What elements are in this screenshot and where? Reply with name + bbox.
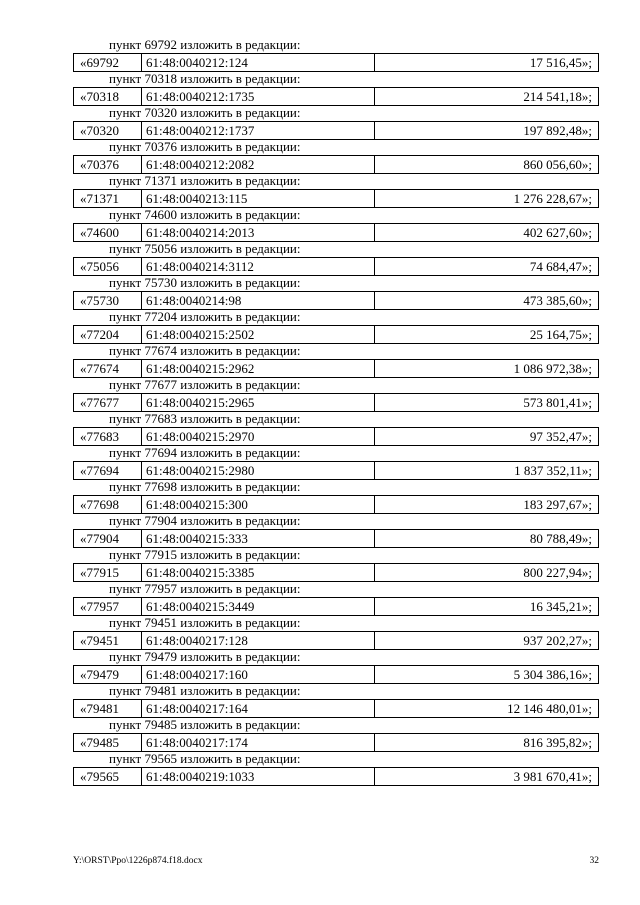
table-row [73, 529, 599, 549]
value-cell: 1 276 228,67»; [513, 190, 592, 206]
value-cell: 800 227,94»; [523, 564, 592, 580]
cadastral-number-cell: 61:48:0040217:164 [142, 700, 375, 718]
amendment-entry [73, 446, 599, 480]
table-row [73, 427, 599, 447]
table-row [73, 631, 599, 651]
amendment-entry [73, 514, 599, 548]
amendment-entry [73, 480, 599, 514]
amendment-entry [73, 38, 599, 72]
entry-heading: пункт 77957 изложить в редакции: [109, 581, 301, 596]
value-cell: 937 202,27»; [523, 632, 592, 648]
cadastral-number-cell: 61:48:0040215:3385 [142, 564, 375, 582]
amendment-entry [73, 174, 599, 208]
amendment-entry [73, 140, 599, 174]
entry-number-cell: «77674 [74, 360, 142, 378]
cadastral-number-cell: 61:48:0040213:115 [142, 190, 375, 208]
entry-heading: пункт 77915 изложить в редакции: [109, 547, 301, 562]
entry-number-cell: «74600 [74, 224, 142, 242]
amendment-entry [73, 310, 599, 344]
amendment-entry [73, 582, 599, 616]
cadastral-number-cell: 61:48:0040215:2962 [142, 360, 375, 378]
cadastral-number-cell: 61:48:0040215:333 [142, 530, 375, 548]
entry-heading: пункт 70320 изложить в редакции: [109, 105, 301, 120]
value-cell: 80 788,49»; [529, 530, 592, 546]
amendment-entry [73, 684, 599, 718]
value-cell: 25 164,75»; [529, 326, 592, 342]
cadastral-number-cell: 61:48:0040217:128 [142, 632, 375, 650]
table-row [73, 155, 599, 175]
amendment-entry [73, 72, 599, 106]
table-row [73, 223, 599, 243]
table-row [73, 665, 599, 685]
amendment-entry [73, 616, 599, 650]
value-cell: 12 146 480,01»; [507, 700, 592, 716]
document-body [73, 38, 599, 786]
cadastral-number-cell: 61:48:0040212:1737 [142, 122, 375, 140]
entry-heading: пункт 70376 изложить в редакции: [109, 139, 301, 154]
entry-heading: пункт 77677 изложить в редакции: [109, 377, 301, 392]
entry-heading: пункт 71371 изложить в редакции: [109, 173, 301, 188]
page-number: 32 [589, 856, 599, 866]
value-cell: 860 056,60»; [523, 156, 592, 172]
value-cell: 3 981 670,41»; [513, 768, 592, 784]
amendment-entry [73, 412, 599, 446]
entry-number-cell: «70376 [74, 156, 142, 174]
value-cell: 573 801,41»; [523, 394, 592, 410]
cadastral-number-cell: 61:48:0040214:98 [142, 292, 375, 310]
table-row [73, 121, 599, 141]
table-row [73, 291, 599, 311]
amendment-entry [73, 718, 599, 752]
entry-heading: пункт 79451 изложить в редакции: [109, 615, 301, 630]
entry-number-cell: «75056 [74, 258, 142, 276]
value-cell: 473 385,60»; [523, 292, 592, 308]
entry-number-cell: «69792 [74, 54, 142, 72]
entry-number-cell: «71371 [74, 190, 142, 208]
value-cell: 74 684,47»; [529, 258, 592, 274]
entry-heading: пункт 70318 изложить в редакции: [109, 71, 301, 86]
table-row [73, 461, 599, 481]
table-row [73, 733, 599, 753]
table-row [73, 189, 599, 209]
cadastral-number-cell: 61:48:0040215:2980 [142, 462, 375, 480]
entry-number-cell: «77915 [74, 564, 142, 582]
entry-number-cell: «79479 [74, 666, 142, 684]
cadastral-number-cell: 61:48:0040217:174 [142, 734, 375, 752]
entry-number-cell: «77677 [74, 394, 142, 412]
entry-number-cell: «79485 [74, 734, 142, 752]
entry-heading: пункт 79565 изложить в редакции: [109, 751, 301, 766]
page-footer [73, 856, 599, 866]
entry-heading: пункт 79481 изложить в редакции: [109, 683, 301, 698]
amendment-entry [73, 106, 599, 140]
entry-number-cell: «70320 [74, 122, 142, 140]
amendment-entry [73, 378, 599, 412]
entry-number-cell: «79451 [74, 632, 142, 650]
value-cell: 183 297,67»; [523, 496, 592, 512]
entry-heading: пункт 77204 изложить в редакции: [109, 309, 301, 324]
entry-heading: пункт 69792 изложить в редакции: [109, 37, 301, 52]
value-cell: 17 516,45»; [529, 54, 592, 70]
amendment-entry [73, 344, 599, 378]
entry-number-cell: «75730 [74, 292, 142, 310]
table-row [73, 325, 599, 345]
table-row [73, 597, 599, 617]
table-row [73, 495, 599, 515]
cadastral-number-cell: 61:48:0040212:2082 [142, 156, 375, 174]
cadastral-number-cell: 61:48:0040219:1033 [142, 768, 375, 786]
cadastral-number-cell: 61:48:0040212:1735 [142, 88, 375, 106]
table-row [73, 393, 599, 413]
value-cell: 1 837 352,11»; [514, 462, 592, 478]
entry-number-cell: «77904 [74, 530, 142, 548]
entry-number-cell: «77694 [74, 462, 142, 480]
value-cell: 816 395,82»; [523, 734, 592, 750]
cadastral-number-cell: 61:48:0040215:2970 [142, 428, 375, 446]
entry-number-cell: «77683 [74, 428, 142, 446]
table-row [73, 359, 599, 379]
cadastral-number-cell: 61:48:0040214:3112 [142, 258, 375, 276]
value-cell: 214 541,18»; [523, 88, 592, 104]
table-row [73, 53, 599, 73]
table-row [73, 767, 599, 787]
entry-number-cell: «79565 [74, 768, 142, 786]
value-cell: 1 086 972,38»; [513, 360, 592, 376]
table-row [73, 257, 599, 277]
entry-heading: пункт 79479 изложить в редакции: [109, 649, 301, 664]
value-cell: 402 627,60»; [523, 224, 592, 240]
table-row [73, 699, 599, 719]
entry-number-cell: «77204 [74, 326, 142, 344]
entry-heading: пункт 77698 изложить в редакции: [109, 479, 301, 494]
amendment-entry [73, 276, 599, 310]
cadastral-number-cell: 61:48:0040215:2965 [142, 394, 375, 412]
cadastral-number-cell: 61:48:0040215:2502 [142, 326, 375, 344]
cadastral-number-cell: 61:48:0040217:160 [142, 666, 375, 684]
value-cell: 5 304 386,16»; [513, 666, 592, 682]
entry-number-cell: «79481 [74, 700, 142, 718]
amendment-entry [73, 650, 599, 684]
entry-number-cell: «77698 [74, 496, 142, 514]
entry-heading: пункт 77904 изложить в редакции: [109, 513, 301, 528]
cadastral-number-cell: 61:48:0040215:300 [142, 496, 375, 514]
amendment-entry [73, 208, 599, 242]
amendment-entry [73, 752, 599, 786]
value-cell: 97 352,47»; [529, 428, 592, 444]
cadastral-number-cell: 61:48:0040215:3449 [142, 598, 375, 616]
amendment-entry [73, 242, 599, 276]
entry-heading: пункт 75056 изложить в редакции: [109, 241, 301, 256]
entry-heading: пункт 77683 изложить в редакции: [109, 411, 301, 426]
cadastral-number-cell: 61:48:0040214:2013 [142, 224, 375, 242]
value-cell: 197 892,48»; [523, 122, 592, 138]
entry-heading: пункт 74600 изложить в редакции: [109, 207, 301, 222]
table-row [73, 87, 599, 107]
entry-heading: пункт 77694 изложить в редакции: [109, 445, 301, 460]
entry-number-cell: «70318 [74, 88, 142, 106]
cadastral-number-cell: 61:48:0040212:124 [142, 54, 375, 72]
table-row [73, 563, 599, 583]
entry-heading: пункт 77674 изложить в редакции: [109, 343, 301, 358]
file-path: Y:\ORST\Ppo\1226p874.f18.docx [73, 856, 203, 866]
value-cell: 16 345,21»; [529, 598, 592, 614]
entry-heading: пункт 75730 изложить в редакции: [109, 275, 301, 290]
amendment-entry [73, 548, 599, 582]
entry-heading: пункт 79485 изложить в редакции: [109, 717, 301, 732]
entry-number-cell: «77957 [74, 598, 142, 616]
